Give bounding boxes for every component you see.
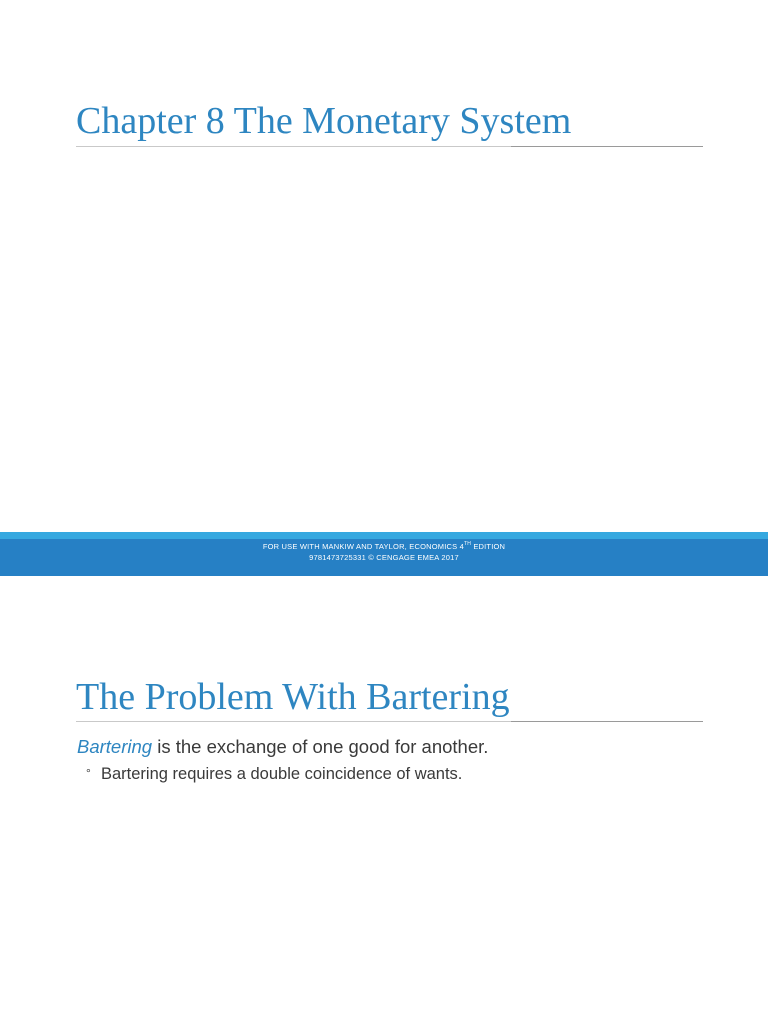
slide-title: Chapter 8 The Monetary System [76, 100, 572, 142]
footer-line-2: 9781473725331 © CENGAGE EMEA 2017 [309, 553, 459, 562]
footer-text [0, 541, 768, 563]
defined-term: Bartering [77, 736, 153, 757]
footer-edition-text: FOR USE WITH MANKIW AND TAYLOR, ECONOMICS 4 [262, 542, 464, 551]
footer-stripe [0, 532, 768, 539]
slide-footer [0, 532, 768, 576]
footer-line-1 [0, 541, 768, 552]
title-divider [76, 721, 703, 722]
footer-edition-suffix: EDITION [471, 542, 506, 551]
definition-line [77, 735, 488, 759]
bullet-item [86, 762, 462, 785]
definition-text: is the exchange of one good for another. [152, 736, 489, 757]
title-divider-accent [76, 146, 511, 147]
slide-title: The Problem With Bartering [76, 676, 510, 718]
bullet-text: Bartering requires a double coincidence of wants. [101, 765, 463, 783]
title-divider [76, 146, 703, 147]
footer-edition-superscript: TH [463, 541, 472, 547]
bullet-marker-icon: ° [86, 766, 91, 780]
title-divider-accent [76, 721, 511, 722]
slide-bartering [0, 576, 768, 1024]
